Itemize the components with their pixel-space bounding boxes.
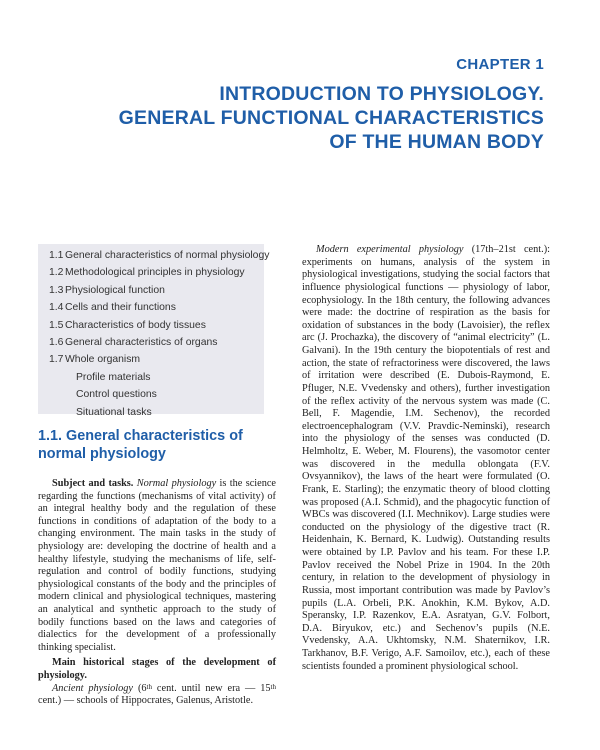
- toc-item-label: Methodological principles in physiology: [65, 267, 245, 279]
- paragraph-text: (6: [133, 682, 147, 694]
- paragraph: [302, 244, 550, 673]
- right-text-column: [302, 244, 550, 673]
- paragraph: [38, 657, 276, 682]
- toc-item-number: 1.1: [49, 250, 64, 261]
- toc-item-label: Characteristics of body tissues: [65, 319, 206, 331]
- toc-item-number: 1.5: [49, 319, 64, 331]
- toc-item-number: 1.7: [49, 354, 64, 366]
- chapter-title-line: OF THE HUMAN BODY: [329, 131, 544, 153]
- toc-item-number: 1.4: [49, 302, 64, 314]
- toc-subitem[interactable]: Situational tasks: [76, 406, 152, 418]
- toc-item[interactable]: [38, 317, 264, 334]
- left-text-column: [38, 478, 276, 708]
- paragraph: [38, 683, 276, 708]
- chapter-title: [0, 82, 544, 154]
- toc-item[interactable]: [38, 247, 270, 264]
- toc-item-label: Physiological function: [65, 284, 165, 296]
- chapter-header: [0, 56, 544, 154]
- toc-item-label: General characteristics of organs: [65, 337, 218, 349]
- toc-item[interactable]: [38, 334, 264, 351]
- chapter-label: CHAPTER 1: [456, 56, 544, 73]
- toc-item-label: Whole organism: [65, 354, 141, 366]
- chapter-contents-box: [38, 244, 270, 418]
- toc-item[interactable]: [38, 299, 264, 316]
- toc-item-label: General characteristics of normal physiology: [65, 250, 270, 261]
- chapter-title-line: GENERAL FUNCTIONAL CHARACTERISTICS: [118, 107, 544, 129]
- defined-term: Normal physiology: [136, 478, 217, 489]
- defined-term: Modern experimental physiology: [316, 244, 464, 255]
- superscript: th: [146, 682, 152, 691]
- toc-subitem[interactable]: Profile materials: [76, 371, 151, 383]
- superscript: th: [270, 682, 276, 691]
- section-heading: 1.1. General characteristics of normal physiology: [38, 428, 243, 462]
- toc-item-number: 1.3: [49, 284, 64, 296]
- chapter-title-line: INTRODUCTION TO PHYSIOLOGY.: [219, 83, 544, 105]
- paragraph-text: cent. until new era — 15: [151, 682, 271, 694]
- toc-item-number: 1.2: [49, 267, 64, 279]
- run-in-heading: Main historical stages of the development of physiology.: [38, 657, 276, 681]
- run-in-heading: Subject and tasks.: [52, 478, 134, 489]
- defined-term: Ancient physiology: [52, 682, 133, 694]
- toc-item[interactable]: [38, 264, 264, 281]
- toc-item-label: Cells and their functions: [65, 302, 176, 314]
- paragraph-text: is the science regarding the functions (mechanisms of vital activity) of an integral healthy body and the regulation of these functions in conditions of adaptation of the body to a changing environment. The main tasks in the study of physiology are: developing the doctrine of health and a healthy lifestyle, studying the mechanisms of life, self-regulation and control of bodily functions, studying physiological constants of the body and the principles of modern clinical and physiological techniques, mastering an analytical and synthetic approach to the study of bodily functions based on the laws and categories of dialectics for the development of a professionally thinking specialist.: [38, 478, 276, 653]
- toc-item-number: 1.6: [49, 337, 64, 349]
- paragraph: [38, 478, 276, 654]
- toc-item[interactable]: [38, 351, 264, 368]
- paragraph-text: cent.) — schools of Hippocrates, Galenus, Aristotle.: [38, 695, 254, 707]
- toc-item[interactable]: [38, 282, 264, 299]
- paragraph-text: (17th–21st cent.): experiments on humans, analysis of the system in physiological investigations, studying the social factors that influence physiological functions — physiology of labor, ecophysiology. In the 18th century, the following advances were made: the doctrine of respiration as the basis for oxidation of substances in the body (Lavoisier), the reflex arc (J. Prochazka), the discovery of “animal electricity” (L. Galvani). In the 19th century the biopotentials of rest and action, the state of refractoriness were discovered, the laws of irritation were described (E. Dubois-Raymond, E. Pfluger, N.E. Vvedensky and others), further investigation of the reflex activity of the nervous system was made (C. Bell, F. Magendie, I.M. Sechenov), the recorded electroencephalogram (V.V. Pravdic-Neminski), research into the physiology of the senses was conducted (D. Helmholtz, E. Weber, M. Flourens), the vasomotor center was discovered in the medulla oblongata (F.V. Ovsyannikov), the laws of the heart were formulated (O. Frank, E. Starling); the enzymatic theory of blood clotting was proposed (A.I. Schmid), and the phagocytic function of WBCs was discovered (I.I. Mechnikov). Large studies were conducted on the physiology of the digestive tract (R. Heidenhain, K. Bernard, K. Ludwig). Outstanding results were obtained by I.P. Pavlov and his team. For these I.P. Pavlov received the Nobel Prize in 1904. In the 20th century, in relation to the development of physiology in Russia, most important contribution was made by Pavlov’s pupils (L.A. Orbeli, P.K. Anokhin, K.M. Bykov, A.D. Speransky, I.P. Razenkov, E.A. Asratyan, G.V. Folbort, D.A. Biryukov, etc.) and Sechenov’s pupils (N.E. Vvedensky, A.A. Ukhtomsky, N.M. Shaternikov, I.R. Tarkhanov, B.F. Verigo, A.F. Samoilov, etc.), each of these scientists founded a prominent physiological school.: [302, 244, 550, 672]
- toc-subitem[interactable]: Control questions: [76, 389, 157, 401]
